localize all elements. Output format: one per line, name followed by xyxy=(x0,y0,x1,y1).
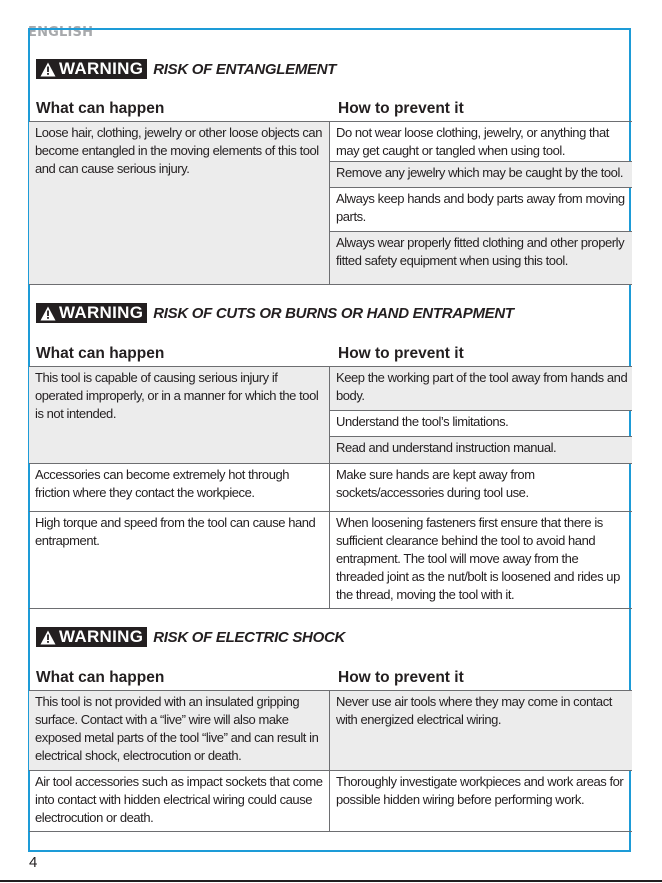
prevent-item: Thoroughly investigate workpieces and work areas for possible hidden wiring before performing work. xyxy=(336,774,624,807)
happen-cell: Accessories can become extremely hot through friction where they contact the workpiece. xyxy=(29,464,330,511)
warning-table-cuts-burns xyxy=(29,366,632,609)
warning-triangle-icon xyxy=(40,306,56,321)
happen-cell: This tool is not provided with an insulated gripping surface. Contact with a “live” wire will also make exposed metal parts of the tool “live” and can result in electrical shock, electrocution or death. xyxy=(29,691,330,770)
table-row xyxy=(29,122,632,285)
language-label: ENGLISH xyxy=(28,25,94,40)
column-header-how-to-prevent: How to prevent it xyxy=(338,669,464,686)
warning-heading-electric-shock xyxy=(36,627,345,647)
warning-badge-label: WARNING xyxy=(59,303,144,322)
table-row xyxy=(29,464,632,512)
prevent-cell xyxy=(330,771,632,831)
column-header-what-can-happen: What can happen xyxy=(36,345,165,362)
prevent-item: Do not wear loose clothing, jewelry, or anything that may get caught or tangled when using tool. xyxy=(330,122,632,162)
warning-heading-entanglement xyxy=(36,59,336,79)
column-header-what-can-happen: What can happen xyxy=(36,669,165,686)
risk-title: RISK OF ENTANGLEMENT xyxy=(153,60,337,78)
prevent-cell xyxy=(330,464,632,511)
prevent-cell xyxy=(330,691,632,770)
prevent-item: Always keep hands and body parts away from moving parts. xyxy=(330,188,632,232)
prevent-item: Never use air tools where they may come in contact with energized electrical wiring. xyxy=(336,694,612,727)
table-row xyxy=(29,367,632,464)
prevent-item: Keep the working part of the tool away from hands and body. xyxy=(330,367,632,411)
table-row xyxy=(29,771,632,832)
bottom-rule xyxy=(0,880,662,882)
happen-cell: This tool is capable of causing serious injury if operated improperly, or in a manner for which the tool is not intended. xyxy=(29,367,330,463)
table-row xyxy=(29,691,632,771)
table-row xyxy=(29,512,632,609)
prevent-cell xyxy=(330,367,632,463)
column-header-what-can-happen: What can happen xyxy=(36,100,165,117)
warning-badge xyxy=(36,627,147,647)
happen-cell: Loose hair, clothing, jewelry or other loose objects can become entangled in the moving elements of this tool and can cause serious injury. xyxy=(29,122,330,284)
prevent-cell xyxy=(330,122,632,284)
warning-table-entanglement xyxy=(29,121,632,285)
page-number: 4 xyxy=(29,854,38,871)
prevent-item: Always wear properly fitted clothing and other properly fitted safety equipment when using this tool. xyxy=(330,232,632,284)
warning-heading-cuts-burns xyxy=(36,303,514,323)
happen-cell: High torque and speed from the tool can cause hand entrapment. xyxy=(29,512,330,608)
warning-triangle-icon xyxy=(40,630,56,645)
warning-table-electric-shock xyxy=(29,690,632,832)
warning-badge xyxy=(36,59,147,79)
prevent-item: Remove any jewelry which may be caught by the tool. xyxy=(330,162,632,188)
prevent-item: When loosening fasteners first ensure that there is sufficient clearance behind the tool to avoid hand entrapment. The tool will move away from the threaded joint as the nut/bolt is loosened and rides up the thread, moving the tool with it. xyxy=(336,515,620,602)
risk-title: RISK OF ELECTRIC SHOCK xyxy=(153,628,346,646)
warning-badge-label: WARNING xyxy=(59,59,144,78)
prevent-item: Read and understand instruction manual. xyxy=(330,437,632,463)
column-header-how-to-prevent: How to prevent it xyxy=(338,345,464,362)
warning-badge-label: WARNING xyxy=(59,627,144,646)
warning-badge xyxy=(36,303,147,323)
prevent-item: Understand the tool’s limitations. xyxy=(330,411,632,437)
column-header-how-to-prevent: How to prevent it xyxy=(338,100,464,117)
happen-cell: Air tool accessories such as impact sockets that come into contact with hidden electrical wiring could cause electrocution or death. xyxy=(29,771,330,831)
warning-triangle-icon xyxy=(40,62,56,77)
risk-title: RISK OF CUTS OR BURNS OR HAND ENTRAPMENT xyxy=(153,304,514,322)
prevent-item: Make sure hands are kept away from sockets/accessories during tool use. xyxy=(336,467,535,500)
prevent-cell xyxy=(330,512,632,608)
